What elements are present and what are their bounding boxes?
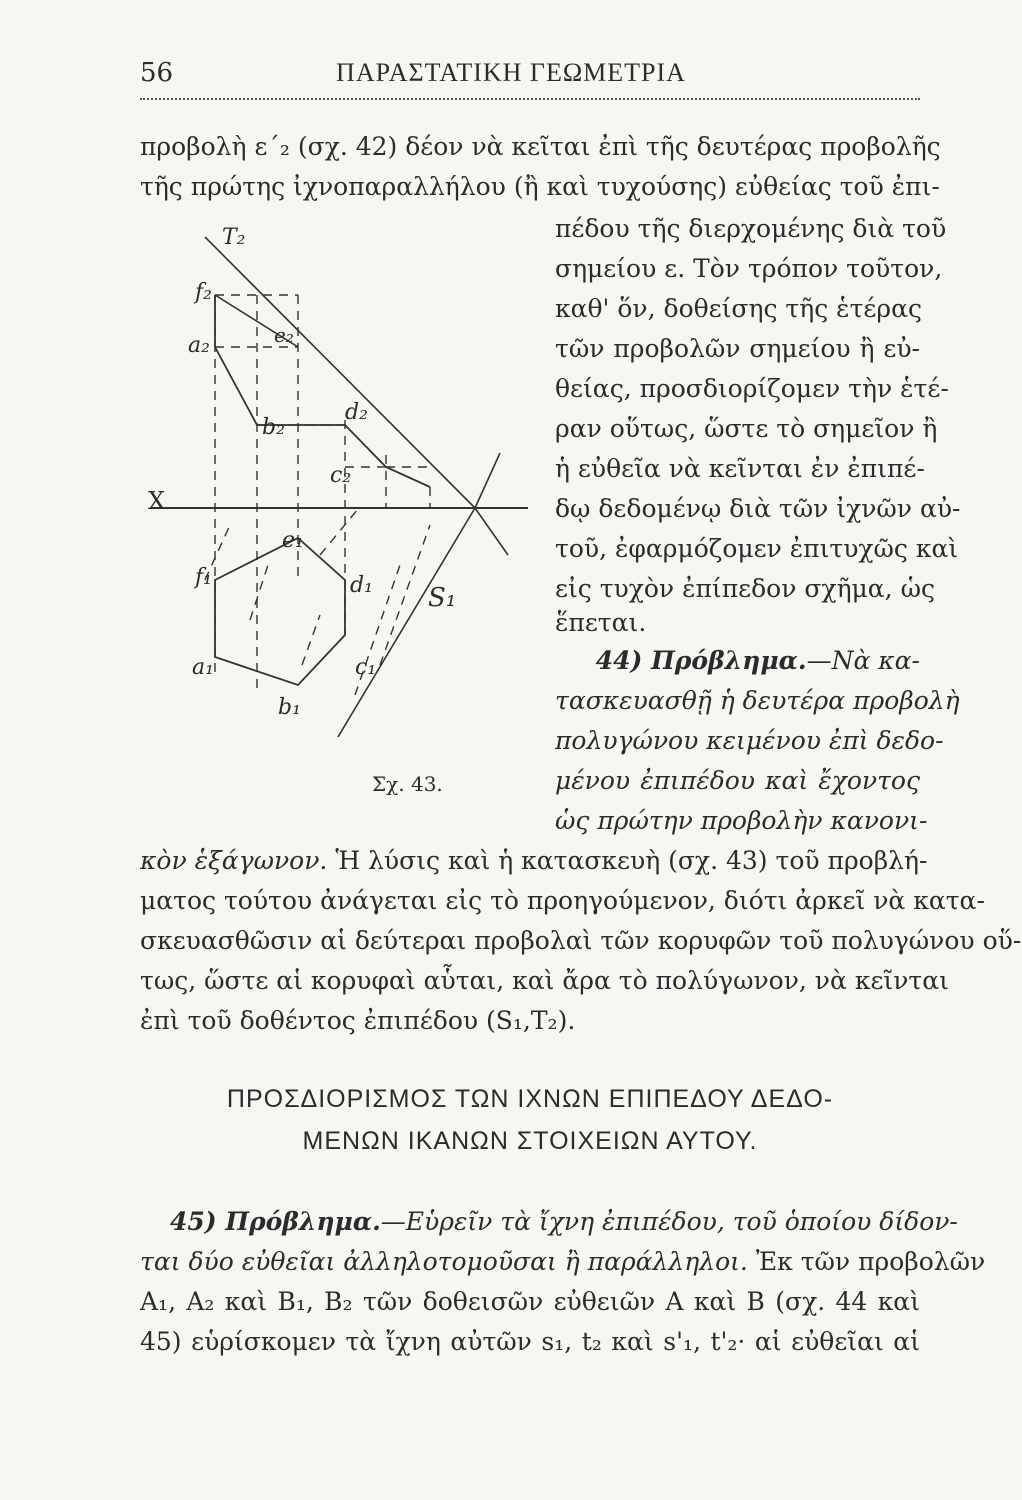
problem-45-line-2 (140, 1245, 986, 1279)
text-span: Ἐκ τῶν προβολῶν (747, 1247, 986, 1276)
text-line (140, 844, 928, 878)
text-line: τως, ὥστε αἱ κορυφαὶ αὗται, καὶ ἄρα τὸ πολύγωνον, νὰ κεῖνται (140, 966, 949, 995)
polygon-second-projection (215, 295, 430, 487)
text-line: ματος τούτου ἀνάγεται εἰς τὸ προηγούμενον, διότι ἀρκεῖ νὰ κατα- (140, 886, 985, 915)
text-line: θείας, προσδιορίζομεν τὴν ἑτέ- (555, 374, 949, 403)
label-e1: e₁ (282, 528, 304, 553)
text-italic-span: κὸν ἑξάγωνον. (140, 846, 328, 875)
section-title-line-2: ΜΕΝΩΝ ΙΚΑΝΩΝ ΣΤΟΙΧΕΙΩΝ ΑΥΤΟΥ. (302, 1127, 758, 1155)
problem-44-heading (555, 644, 920, 678)
text-line: σημείου ε. Τὸν τρόπον τοῦτον, (555, 254, 943, 283)
text-line: πολυγώνου κειμένου ἐπὶ δεδο- (555, 726, 944, 755)
label-b2: b₂ (262, 415, 285, 440)
text-line: 45) εὑρίσκομεν τὰ ἴχνη αὐτῶν s₁, t₂ καὶ s'₁, t'₂· αἱ εὐθεῖαι αἱ (140, 1327, 920, 1356)
text-line: ἐπὶ τοῦ δοθέντος ἐπιπέδου (S₁,T₂). (140, 1006, 576, 1035)
problem-45-statement: —Εὑρεῖν τὰ ἴχνη ἐπιπέδου, τοῦ ὁποίου δίδον- (380, 1207, 958, 1236)
trace-extension-upper (475, 453, 500, 508)
header-rule (140, 98, 920, 100)
label-x: X (148, 487, 166, 515)
label-f2: f₂ (195, 280, 212, 305)
label-s1: S₁ (428, 583, 457, 613)
label-d1: d₁ (350, 573, 373, 598)
figure-caption: Σχ. 43. (372, 772, 443, 796)
text-line: τῶν προβολῶν σημείου ἢ εὐ- (555, 334, 920, 363)
label-t2: T₂ (222, 225, 246, 250)
text-line: καθ' ὅν, δοθείσης τῆς ἑτέρας (555, 294, 922, 323)
text-line: προβολὴ ε΄₂ (σχ. 42) δέον νὰ κεῖται ἐπὶ τῆς δευτέρας προβολῆς (140, 132, 941, 161)
label-a1: a₁ (192, 655, 214, 680)
text-line: τοῦ, ἐφαρμόζομεν ἐπιτυχῶς καὶ (555, 534, 959, 563)
problem-44-label: 44) Πρόβλημα. (595, 646, 807, 675)
text-line: εἰς τυχὸν ἐπίπεδον σχῆμα, ὡς (555, 574, 935, 603)
label-f1: f₁ (195, 565, 212, 590)
running-title: ΠΑΡΑΣΤΑΤΙΚΗ ΓΕΩΜΕΤΡΙΑ (336, 58, 686, 87)
hexagon-first-projection (215, 538, 345, 685)
text-line: ραν οὕτως, ὥστε τὸ σημεῖον ἢ (555, 414, 938, 443)
text-span: Ἡ λύσις καὶ ἡ κατασκευὴ (σχ. 43) τοῦ προβλή- (327, 846, 928, 875)
projection-lines (205, 295, 430, 695)
label-a2: a₂ (188, 333, 210, 358)
trace-extension-lower (475, 508, 508, 555)
text-line: μένου ἐπιπέδου καὶ ἔχοντος (555, 766, 920, 795)
text-line: ἡ εὐθεῖα νὰ κεῖνται ἐν ἐπιπέ- (555, 454, 925, 483)
page-number: 56 (140, 58, 174, 88)
text-line: ἕπεται. (555, 608, 647, 637)
text-line: τῆς πρώτης ἰχνοπαραλλήλου (ἢ καὶ τυχούσης) εὐθείας τοῦ ἐπι- (140, 172, 940, 201)
text-line: πέδου τῆς διερχομένης διὰ τοῦ (555, 214, 947, 243)
section-title-line-1: ΠΡΟΣΔΙΟΡΙΣΜΟΣ ΤΩΝ ΙΧΝΩΝ ΕΠΙΠΕΔΟΥ ΔΕΔΟ- (226, 1085, 834, 1113)
label-e2: e₂ (274, 323, 294, 347)
text-line: δῳ δεδομένῳ διὰ τῶν ἰχνῶν αὐ- (555, 494, 961, 523)
label-d2: d₂ (345, 400, 368, 425)
text-line: A₁, A₂ καὶ B₁, B₂ τῶν δοθεισῶν εὐθειῶν A καὶ B (σχ. 44 καὶ (140, 1287, 920, 1316)
problem-44-text: —Νὰ κα- (806, 646, 920, 675)
problem-45-label: 45) Πρόβλημα. (170, 1207, 381, 1236)
problem-45-statement-cont: ται δύο εὐθεῖαι ἀλληλοτομοῦσαι ἢ παράλληλοι. (140, 1247, 748, 1276)
text-line: τασκευασθῇ ἡ δευτέρα προβολὴ (555, 686, 960, 715)
label-c2: c₂ (330, 463, 352, 488)
text-line: σκευασθῶσιν αἱ δεύτεραι προβολαὶ τῶν κορυφῶν τοῦ πολυγώνου οὕ- (140, 926, 1022, 955)
figure-43 (150, 225, 530, 749)
problem-45-line-1 (140, 1205, 958, 1239)
trace-line-s1 (338, 508, 475, 737)
label-b1: b₁ (278, 695, 301, 720)
label-c1: c₁ (355, 655, 377, 680)
text-line: ὡς πρώτην προβολὴν κανονι- (555, 806, 928, 835)
